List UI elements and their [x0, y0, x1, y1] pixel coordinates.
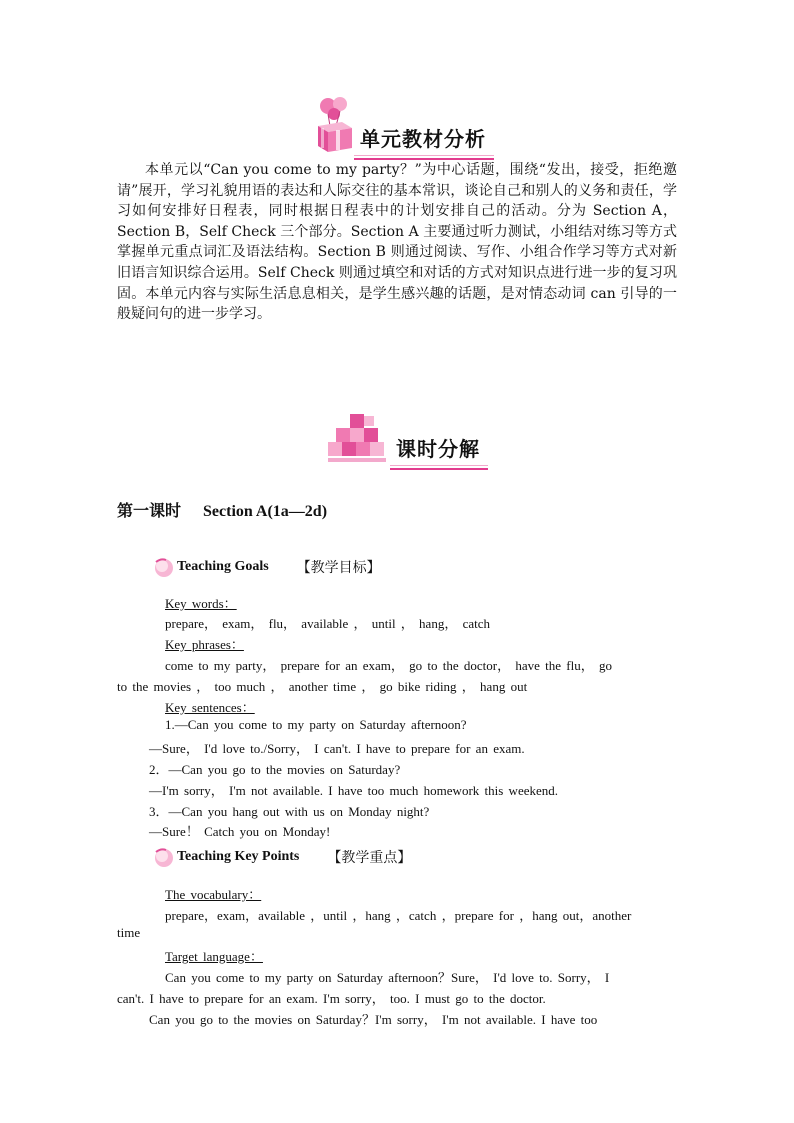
- sentence-1-question: 1.—Can you come to my party on Saturday afternoon?: [165, 717, 467, 732]
- key-words: prepare， exam， flu， available ， until ， hang， catch: [165, 616, 491, 631]
- unit-intro: [117, 160, 677, 325]
- unit-analysis-banner: [312, 96, 494, 154]
- target-language-line-2: can't. I have to prepare for an exam. I'm sorry， too. I must go to the doctor.: [117, 991, 546, 1006]
- key-phrases-line-2: to the movies ， too much ， another time ， go bike riding ， hang out: [117, 679, 528, 694]
- peach-bullet-icon: [153, 846, 175, 868]
- sentence-2-question: 2．—Can you go to the movies on Saturday?: [149, 762, 401, 777]
- sentence-2-answer: —I'm sorry， I'm not available. I have too much homework this weekend.: [149, 783, 559, 798]
- cubes-icon: [326, 412, 390, 464]
- peach-bullet-icon: [153, 556, 175, 578]
- teaching-goals-heading: [153, 556, 381, 578]
- teaching-key-points-title: Teaching Key Points: [177, 849, 300, 864]
- target-language-line-1: Can you come to my party on Saturday afternoon？Sure， I'd love to. Sorry， I: [165, 970, 610, 985]
- key-phrases-label: Key phrases：: [165, 637, 244, 652]
- unit-analysis-title: 单元教材分析: [354, 123, 494, 154]
- vocabulary-label: The vocabulary：: [165, 887, 262, 902]
- key-words-label: Key words：: [165, 596, 237, 611]
- teaching-goals-tag: 【教学目标】: [296, 560, 381, 576]
- unit-intro-paragraph: 本单元以“Can you come to my party？”为中心话题，围绕“发出，接受，拒绝邀请”展开，学习礼貌用语的表达和人际交往的基本常识，谈论自己和别人的义务和责任，学习如何安排好日程表，同时根据日程表中的计划安排自己的活动。分为 Section A，Section B，Self Check 三个部分。Section A 主要通过听力测试，小组结对练习等方式掌握单元重点词汇及语法结构。Section B 则通过阅读、写作、小组合作学习等方式对新旧语言知识综合运用。Self Check 则通过填空和对话的方式对知识点进行进一步的复习巩固。本单元内容与实际生活息息相关，是学生感兴趣的话题，是对情态动词 can 引导的一般疑问句的进一步学习。: [117, 162, 677, 323]
- lesson-title: [117, 498, 327, 521]
- gift-box-icon: [312, 96, 354, 154]
- vocabulary-line-1: prepare，exam，available ，until ，hang ，catch ，prepare for ，hang out，another: [165, 908, 632, 923]
- teaching-key-points-tag: 【教学重点】: [327, 850, 412, 866]
- teaching-key-points-heading: [153, 846, 411, 868]
- target-language-label: Target language：: [165, 949, 263, 964]
- lesson-breakdown-banner: [326, 412, 488, 464]
- target-language-line-3: Can you go to the movies on Saturday？I'm sorry， I'm not available. I have too: [149, 1012, 598, 1027]
- sentence-1-answer: —Sure， I'd love to./Sorry， I can't. I have to prepare for an exam.: [149, 741, 525, 756]
- sentence-3-question: 3．—Can you hang out with us on Monday night?: [149, 804, 430, 819]
- sentence-3-answer: —Sure！ Catch you on Monday!: [149, 824, 331, 839]
- key-phrases-line-1: come to my party， prepare for an exam， go to the doctor， have the flu， go: [165, 658, 612, 673]
- key-sentences-label: Key sentences：: [165, 700, 255, 715]
- vocabulary-line-2: time: [117, 925, 141, 940]
- lesson-breakdown-title: 课时分解: [390, 433, 488, 464]
- lesson-label: 第一课时: [117, 503, 182, 520]
- teaching-goals-title: Teaching Goals: [177, 559, 269, 574]
- lesson-section: Section A(1a—2d): [203, 503, 328, 520]
